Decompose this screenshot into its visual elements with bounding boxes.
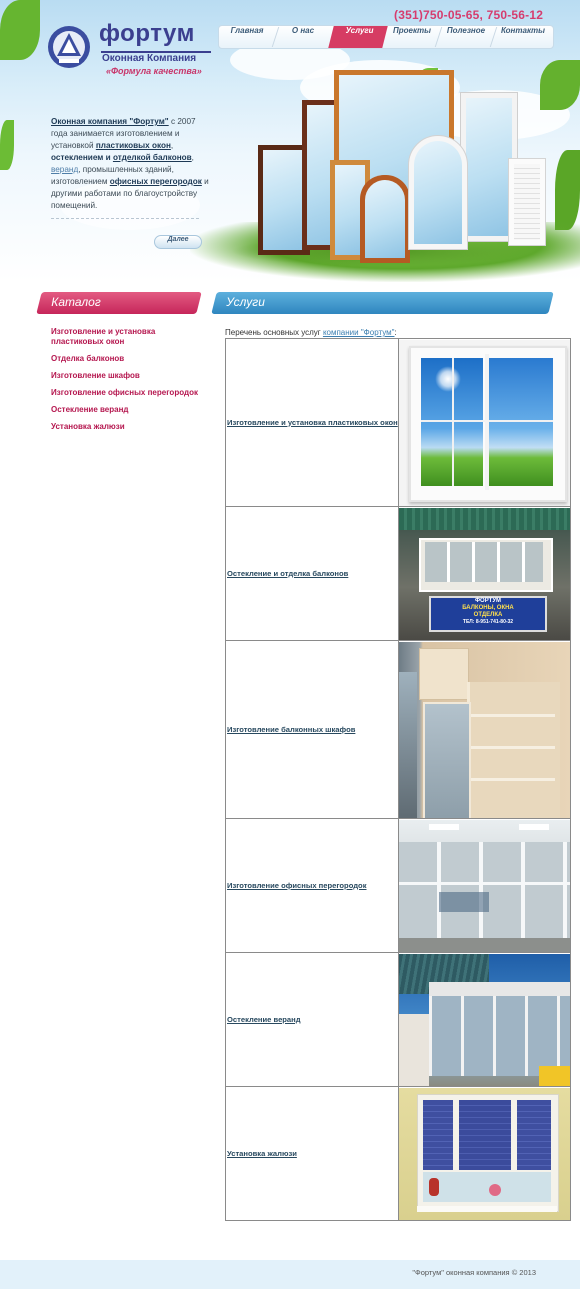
table-row bbox=[226, 1087, 571, 1221]
nav-contacts[interactable]: Контакты bbox=[501, 26, 545, 35]
logo-subtitle: Оконная Компания bbox=[102, 53, 197, 64]
table-row bbox=[226, 339, 571, 507]
top-navigation bbox=[218, 25, 554, 49]
divider bbox=[51, 218, 199, 219]
page-title: Услуги bbox=[211, 292, 553, 314]
service-link-blinds[interactable]: Установка жалюзи bbox=[227, 1148, 297, 1158]
table-row bbox=[226, 819, 571, 953]
veranda-photo[interactable] bbox=[399, 954, 570, 1086]
sign-phone: ТЕЛ: 8-951-741-80-32 bbox=[462, 618, 514, 625]
plastic-windows-link[interactable]: пластиковых окон bbox=[95, 141, 171, 150]
catalog-menu bbox=[51, 327, 201, 439]
copyright-text: "Фортум" оконная компания © 2013 bbox=[412, 1268, 536, 1277]
table-row bbox=[226, 641, 571, 819]
balcony-link[interactable]: отделкой балконов bbox=[112, 153, 192, 162]
logo-name: фортум bbox=[99, 20, 195, 47]
service-image-cell bbox=[399, 641, 571, 819]
table-row bbox=[226, 953, 571, 1087]
service-image-cell bbox=[399, 953, 571, 1087]
sign-title: БАЛКОНЫ, ОКНА bbox=[462, 604, 514, 611]
cabinet-photo[interactable] bbox=[399, 642, 570, 818]
more-button[interactable]: Далее bbox=[154, 235, 202, 249]
logo-emblem-icon bbox=[46, 24, 92, 70]
catalog-heading: Каталог bbox=[36, 292, 201, 314]
nav-projects[interactable]: Проекты bbox=[393, 26, 431, 35]
sign-subtitle: ОТДЕЛКА bbox=[473, 611, 503, 618]
site-footer bbox=[0, 1260, 580, 1289]
window-image bbox=[508, 158, 546, 246]
logo-motto: «Формула качества» bbox=[106, 66, 202, 76]
service-cell bbox=[226, 507, 399, 641]
service-link-balconies[interactable]: Остекление и отделка балконов bbox=[227, 568, 349, 578]
service-cell bbox=[226, 953, 399, 1087]
service-link-verandas[interactable]: Остекление веранд bbox=[227, 1014, 301, 1024]
catalog-item-blinds[interactable]: Установка жалюзи bbox=[51, 422, 125, 431]
service-cell bbox=[226, 1087, 399, 1221]
service-image-cell bbox=[399, 819, 571, 953]
intro-fragment: и другими работами по благоустройству помещений. bbox=[51, 177, 209, 210]
service-link-cabinets[interactable]: Изготовление балконных шкафов bbox=[227, 724, 356, 734]
nav-home[interactable]: Главная bbox=[230, 26, 264, 35]
site-header bbox=[0, 0, 580, 282]
service-link-plastic-windows[interactable]: Изготовление и установка пластиковых окон bbox=[227, 417, 398, 427]
intro-fragment: с 2007 года занимается изготовлением и установкой bbox=[51, 117, 196, 150]
nav-about[interactable]: О нас bbox=[291, 26, 315, 35]
phone-number: (351)750-05-65, 750-56-12 bbox=[394, 8, 544, 22]
intro-fragment: , bbox=[170, 141, 174, 150]
leaf-decoration bbox=[0, 120, 14, 170]
leaf-decoration bbox=[555, 150, 580, 230]
office-partition-photo[interactable] bbox=[399, 820, 570, 952]
service-cell bbox=[226, 339, 399, 507]
catalog-item-balconies[interactable]: Отделка балконов bbox=[51, 354, 125, 363]
blinds-photo[interactable] bbox=[399, 1088, 570, 1220]
intro-fragment: , промышленных зданий, изготовлением bbox=[51, 165, 174, 186]
office-partitions-link[interactable]: офисных перегородок bbox=[109, 177, 202, 186]
verandas-link[interactable]: веранд bbox=[51, 165, 79, 174]
service-cell bbox=[226, 641, 399, 819]
plastic-window-photo[interactable] bbox=[399, 340, 570, 506]
table-row bbox=[226, 507, 571, 641]
catalog-item-office-partitions[interactable]: Изготовление офисных перегородок bbox=[51, 388, 198, 397]
intro-fragment: , bbox=[191, 153, 194, 162]
service-link-office-partitions[interactable]: Изготовление офисных перегородок bbox=[227, 880, 367, 890]
sign-brand: ФОРТУМ bbox=[474, 597, 502, 604]
balcony-photo[interactable] bbox=[399, 508, 570, 640]
glazing-text: остеклением и bbox=[51, 153, 111, 162]
nav-useful[interactable]: Полезное bbox=[446, 26, 486, 35]
catalog-item-verandas[interactable]: Остекление веранд bbox=[51, 405, 129, 414]
nav-services[interactable]: Услуги bbox=[328, 26, 387, 48]
arched-window-image bbox=[408, 135, 468, 250]
service-cell bbox=[226, 819, 399, 953]
leaf-decoration bbox=[0, 0, 40, 60]
lead-text: Перечень основных услуг компании "Фортум": bbox=[225, 328, 397, 337]
service-image-cell bbox=[399, 339, 571, 507]
catalog-item-plastic-windows[interactable]: Изготовление и установка пластиковых окон bbox=[51, 327, 156, 346]
catalog-item-cabinets[interactable]: Изготовление шкафов bbox=[51, 371, 140, 380]
company-logo[interactable] bbox=[44, 20, 214, 82]
intro-text bbox=[51, 116, 211, 219]
services-table bbox=[225, 338, 571, 1221]
company-link[interactable]: Оконная компания "Фортум" bbox=[51, 117, 169, 126]
arched-window-image bbox=[360, 175, 410, 263]
company-link[interactable]: компании "Фортум" bbox=[322, 328, 395, 337]
service-image-cell bbox=[399, 507, 571, 641]
leaf-decoration bbox=[540, 60, 580, 110]
service-image-cell bbox=[399, 1087, 571, 1221]
